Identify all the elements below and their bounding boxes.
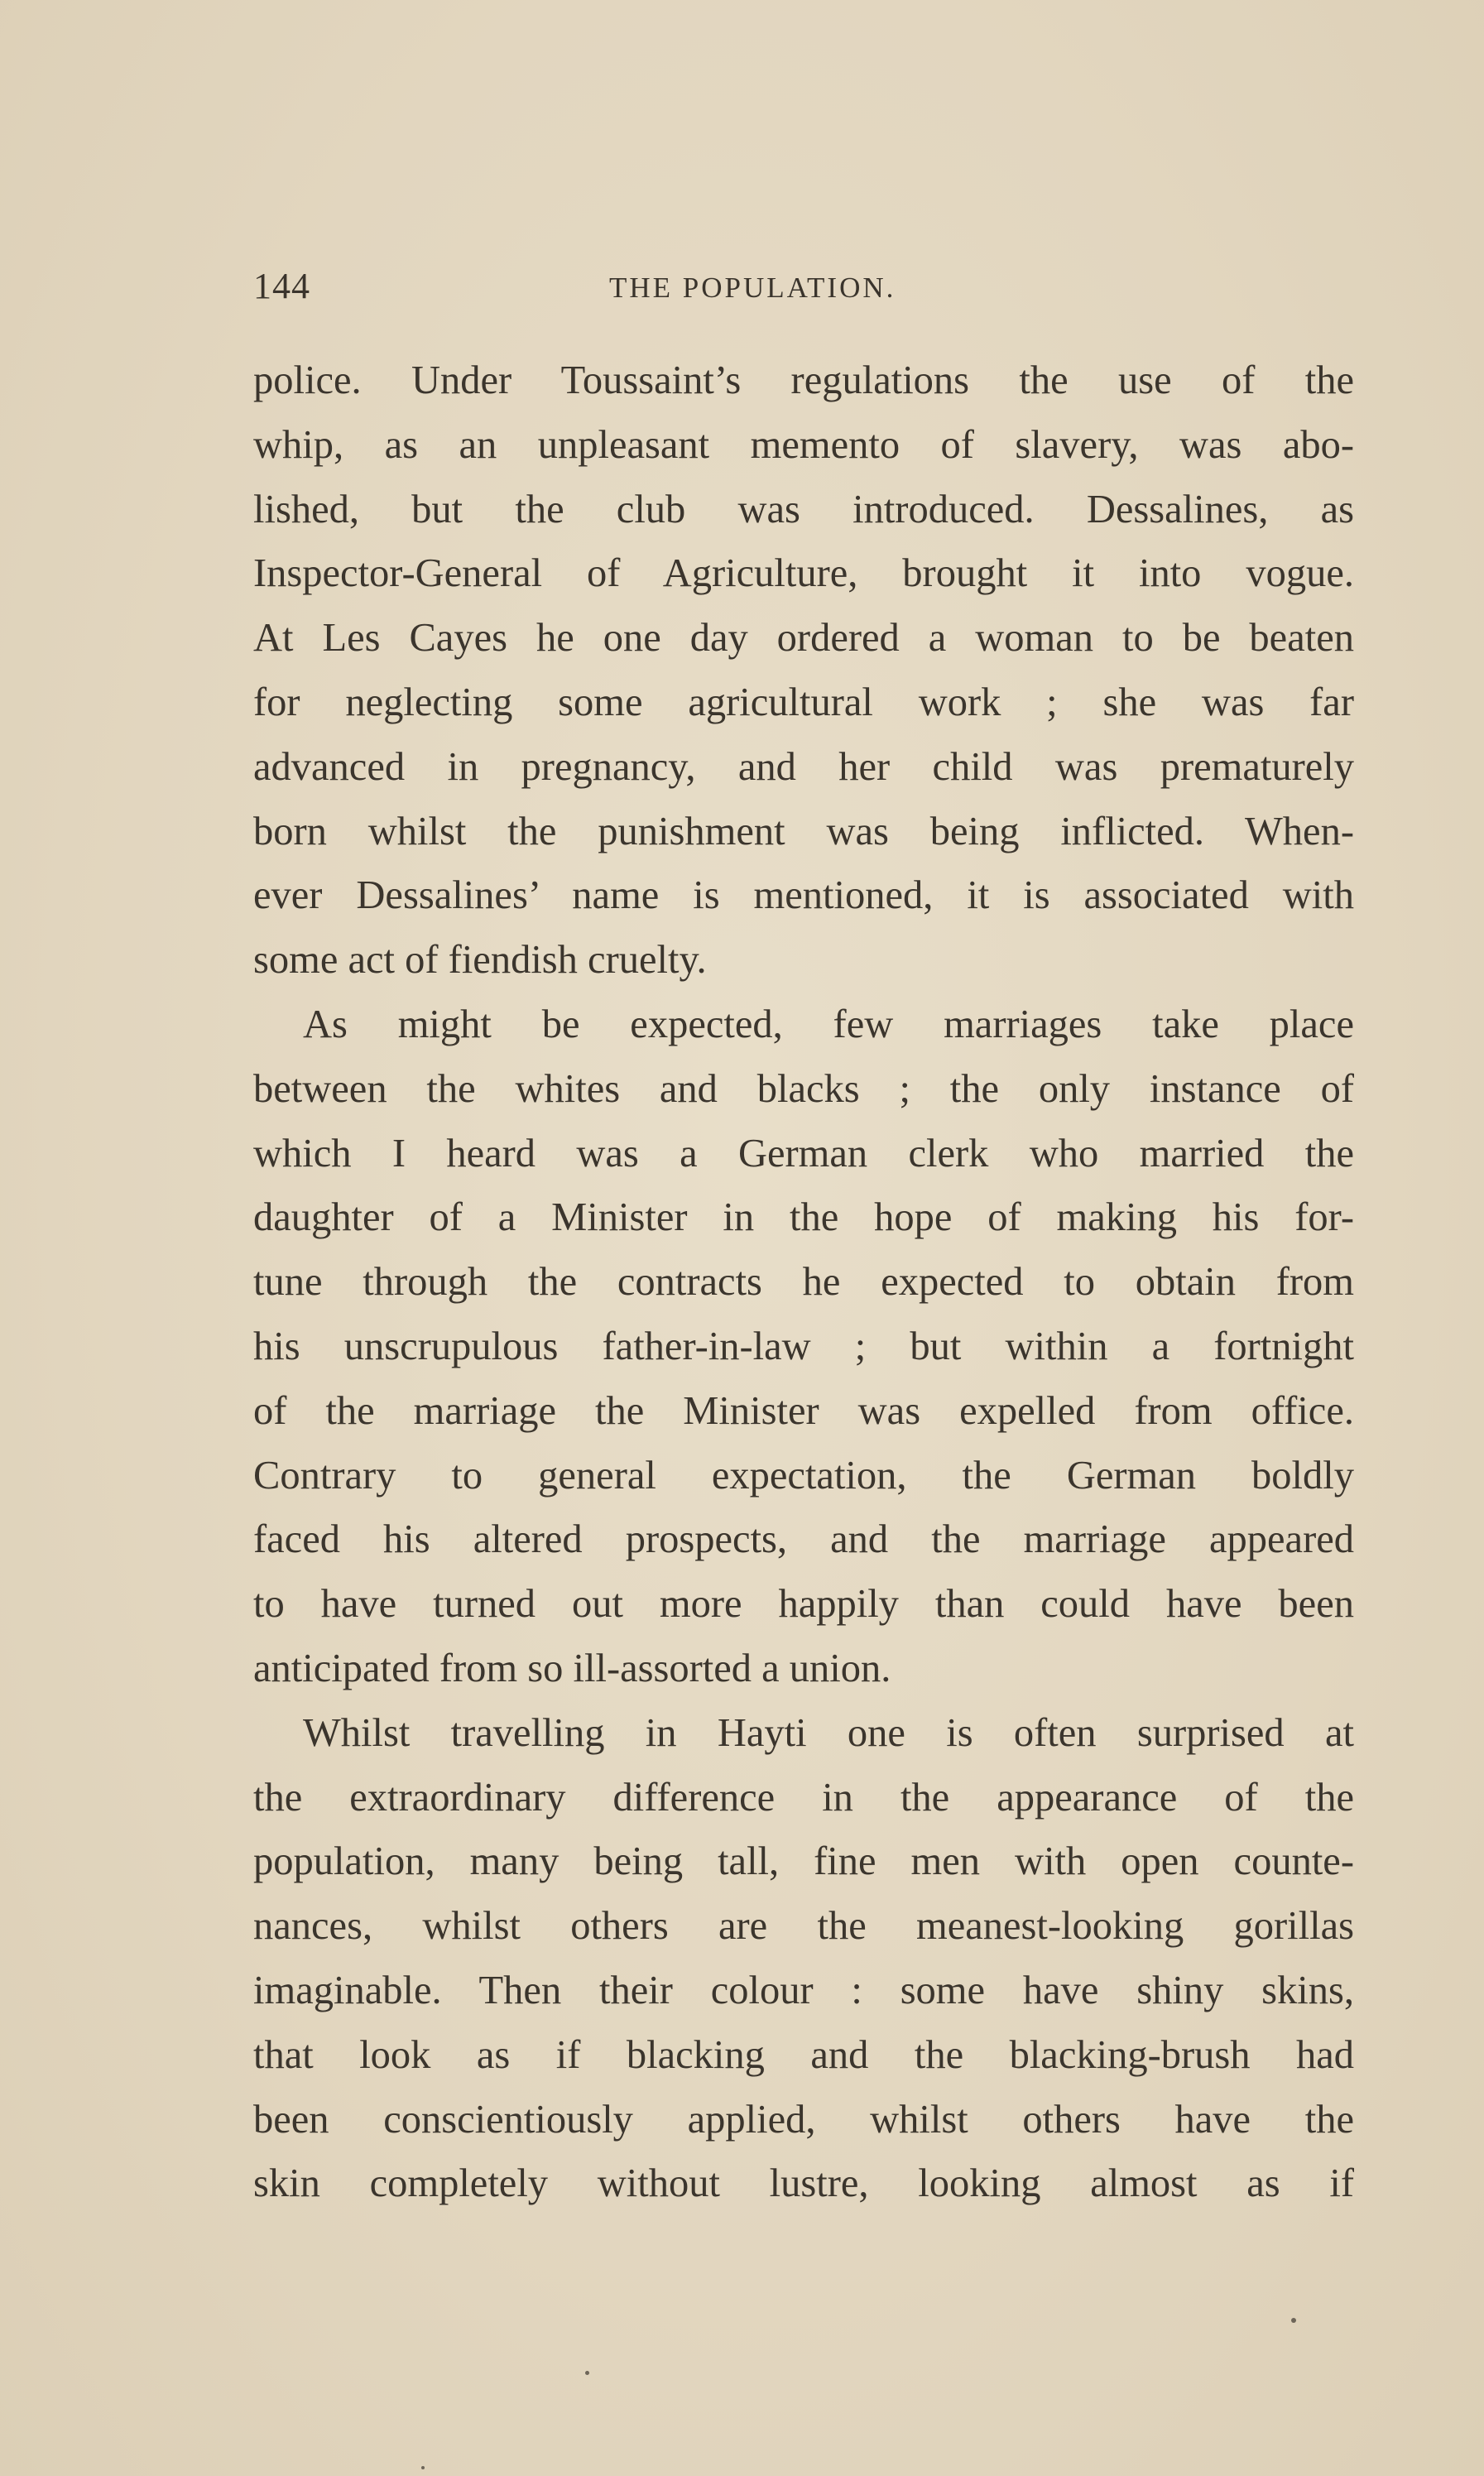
text-line: of the marriage the Minister was expelled from office. (253, 1388, 1354, 1433)
text-line: tune through the contracts he expected to obtain from (253, 1260, 1354, 1305)
text-line: faced his altered prospects, and the marriage appeared (253, 1517, 1354, 1562)
text-line: daughter of a Minister in the hope of making his for- (253, 1195, 1354, 1240)
text-line: ever Dessalines’ name is mentioned, it is associated with (253, 873, 1354, 918)
paragraph-end-line: some act of fiendish cruelty. (253, 938, 707, 983)
text-line: which I heard was a German clerk who married the (253, 1131, 1354, 1175)
body-text (253, 349, 1354, 2216)
text-line: lished, but the club was introduced. Dessalines, as (253, 487, 1354, 531)
text-line: population, many being tall, fine men with open counte- (253, 1839, 1354, 1884)
text-line: advanced in pregnancy, and her child was prematurely (253, 744, 1354, 789)
text-line: police. Under Toussaint’s regulations the use of the (253, 358, 1354, 402)
text-line: whip, as an unpleasant memento of slavery, was abo- (253, 422, 1354, 467)
text-line: born whilst the punishment was being inflicted. When- (253, 809, 1354, 853)
text-line: to have turned out more happily than could have been (253, 1582, 1354, 1627)
text-line: for neglecting some agricultural work ; she was far (253, 680, 1354, 724)
paper-speck (585, 2371, 589, 2375)
text-line: his unscrupulous father-in-law ; but within a fortnight (253, 1324, 1354, 1368)
paragraph-start-line: As might be expected, few marriages take place (303, 1002, 1354, 1046)
running-head (253, 265, 1354, 315)
paragraph-end-line: anticipated from so ill-assorted a union. (253, 1646, 891, 1690)
text-line: the extraordinary difference in the appearance of the (253, 1775, 1354, 1820)
text-line: imaginable. Then their colour : some have shiny skins, (253, 1968, 1354, 2012)
text-line: Inspector-General of Agriculture, brought it into vogue. (253, 551, 1354, 596)
text-line: been conscientiously applied, whilst others have the (253, 2097, 1354, 2142)
paragraph-start-line: Whilst travelling in Hayti one is often surprised at (303, 1710, 1354, 1755)
text-line: Contrary to general expectation, the German boldly (253, 1453, 1354, 1498)
text-line: that look as if blacking and the blacking-brush had (253, 2032, 1354, 2077)
paper-speck (421, 2466, 425, 2469)
page-number: 144 (253, 266, 310, 306)
text-line: nances, whilst others are the meanest-looking gorillas (253, 1904, 1354, 1949)
text-line: At Les Cayes he one day ordered a woman to be beaten (253, 616, 1354, 661)
text-line: skin completely without lustre, looking almost as if (253, 2161, 1354, 2206)
text-line: between the whites and blacks ; the only instance of (253, 1066, 1354, 1111)
running-title: THE POPULATION. (609, 272, 896, 304)
paper-speck (1291, 2318, 1296, 2323)
